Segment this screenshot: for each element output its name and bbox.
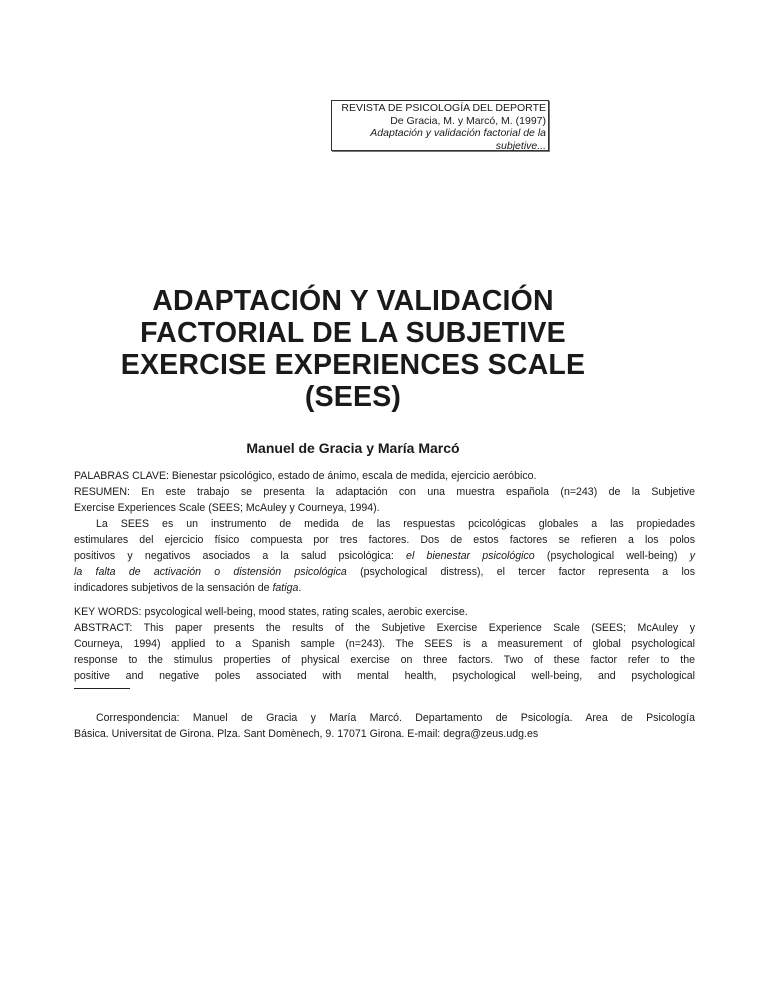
resumen-line: estimulares del ejercicio físico compuesta por tres factores. Dos de estos factores se refieren a los polos [74,534,695,546]
resumen-line: RESUMEN: En este trabajo se presenta la adaptación con una muestra española (n=243) de la Subjetive [74,486,695,498]
title-line: ADAPTACIÓN Y VALIDACIÓN [152,285,554,317]
resumen-line [74,550,695,563]
keywords-en: KEY WORDS: psycological well-being, mood states, rating scales, aerobic exercise. [74,606,468,618]
resumen-line: Exercise Experiences Scale (SEES; McAuley y Courneya, 1994). [74,502,380,514]
authors: Manuel de Gracia y María Marcó [246,440,460,456]
abstract-line: response to the stimulus properties of physical exercise on three factors. Two of these factor refer to the [74,654,695,666]
text: y [689,550,695,562]
journal-name: REVISTA DE PSICOLOGÍA DEL DEPORTE [341,102,546,114]
italic-term: la falta de activación o distensión psicológica [74,566,347,578]
text: (psychological well-being) [546,550,690,562]
keywords-es: PALABRAS CLAVE: Bienestar psicológico, estado de ánimo, escala de medida, ejercicio aeróbico. [74,470,537,482]
resumen-line [74,566,695,579]
title-line: FACTORIAL DE LA SUBJETIVE [140,317,566,349]
footnote-line: Básica. Universitat de Girona. Plza. Sant Domènech, 9. 17071 Girona. E-mail: degra@zeus.udg.es [74,728,539,740]
abstract-line: Courneya, 1994) applied to a Spanish sample (n=243). The SEES is a measurement of global psychological [74,638,695,650]
footnote-line: Correspondencia: Manuel de Gracia y María Marcó. Departamento de Psicología. Area de Psicología [96,712,695,724]
italic-term: el bienestar psicológico [406,550,535,562]
text: (psychological distress), el tercer factor representa a los [360,566,695,578]
resumen-line: La SEES es un instrumento de medida de las respuestas pcicológicas globales a las propiedades [96,518,695,530]
footnote-divider [74,688,130,689]
short-title-cont: subjetive... [495,139,546,152]
citation: De Gracia, M. y Marcó, M. (1997) [390,114,546,127]
title-line: EXERCISE EXPERIENCES SCALE [120,349,586,381]
abstract-line: ABSTRACT: This paper presents the results of the Subjetive Exercise Experience Scale (SEES; McAuley y [74,622,695,634]
text: . [298,582,302,594]
italic-term: fatiga [272,582,299,594]
text: indicadores subjetivos de la sensación de [74,582,273,594]
text: positivos y negativos asociados a la salud psicológica: [74,550,407,562]
resumen-line [74,582,695,595]
short-title: Adaptación y validación factorial de la [370,127,546,139]
article-title [40,285,666,413]
abstract-line: positive and negative poles associated with mental health, psychological well-being, and psychological [74,670,695,682]
title-line: (SEES) [304,381,402,413]
running-header-box [331,100,549,151]
